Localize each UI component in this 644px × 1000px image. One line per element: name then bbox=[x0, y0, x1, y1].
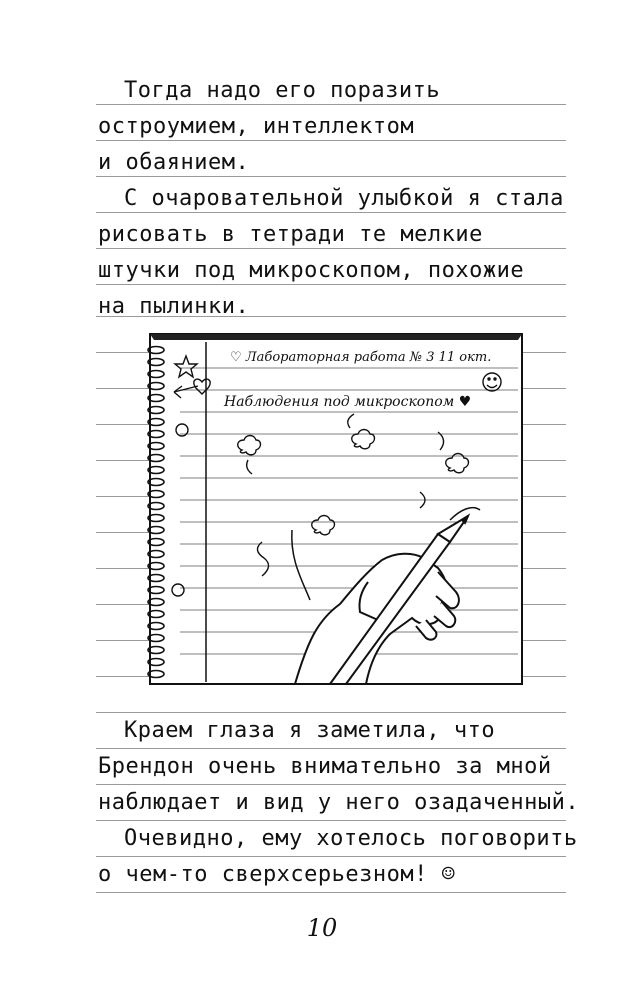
page-number: 10 bbox=[306, 914, 338, 942]
text-line: и обаянием. bbox=[98, 150, 250, 175]
notebook-drawing bbox=[120, 320, 530, 690]
text-line: наблюдает и вид у него озадаченный. bbox=[98, 790, 580, 815]
text-line: на пылинки. bbox=[98, 294, 250, 319]
text-line: рисовать в тетради те мелкие bbox=[98, 222, 483, 247]
text-line: Краем глаза я заметила, что bbox=[124, 718, 496, 743]
text-line: Тогда надо его поразить bbox=[124, 78, 441, 103]
notebook-header-observations: Наблюдения под микроскопом ♥ bbox=[224, 394, 472, 410]
text-line: штучки под микроскопом, похожие bbox=[98, 258, 525, 283]
text-line: С очаровательной улыбкой я стала bbox=[124, 186, 564, 211]
notebook-illustration bbox=[120, 320, 530, 690]
notebook-header-lab: ♡ Лабораторная работа № 3 11 окт. bbox=[230, 350, 492, 365]
text-line: о чем-то сверхсерьезном! ☺ bbox=[98, 862, 456, 887]
text-line: остроумием, интеллектом bbox=[98, 114, 415, 139]
text-line: Брендон очень внимательно за мной bbox=[98, 754, 552, 779]
text-line: Очевидно, ему хотелось поговорить bbox=[124, 826, 578, 851]
